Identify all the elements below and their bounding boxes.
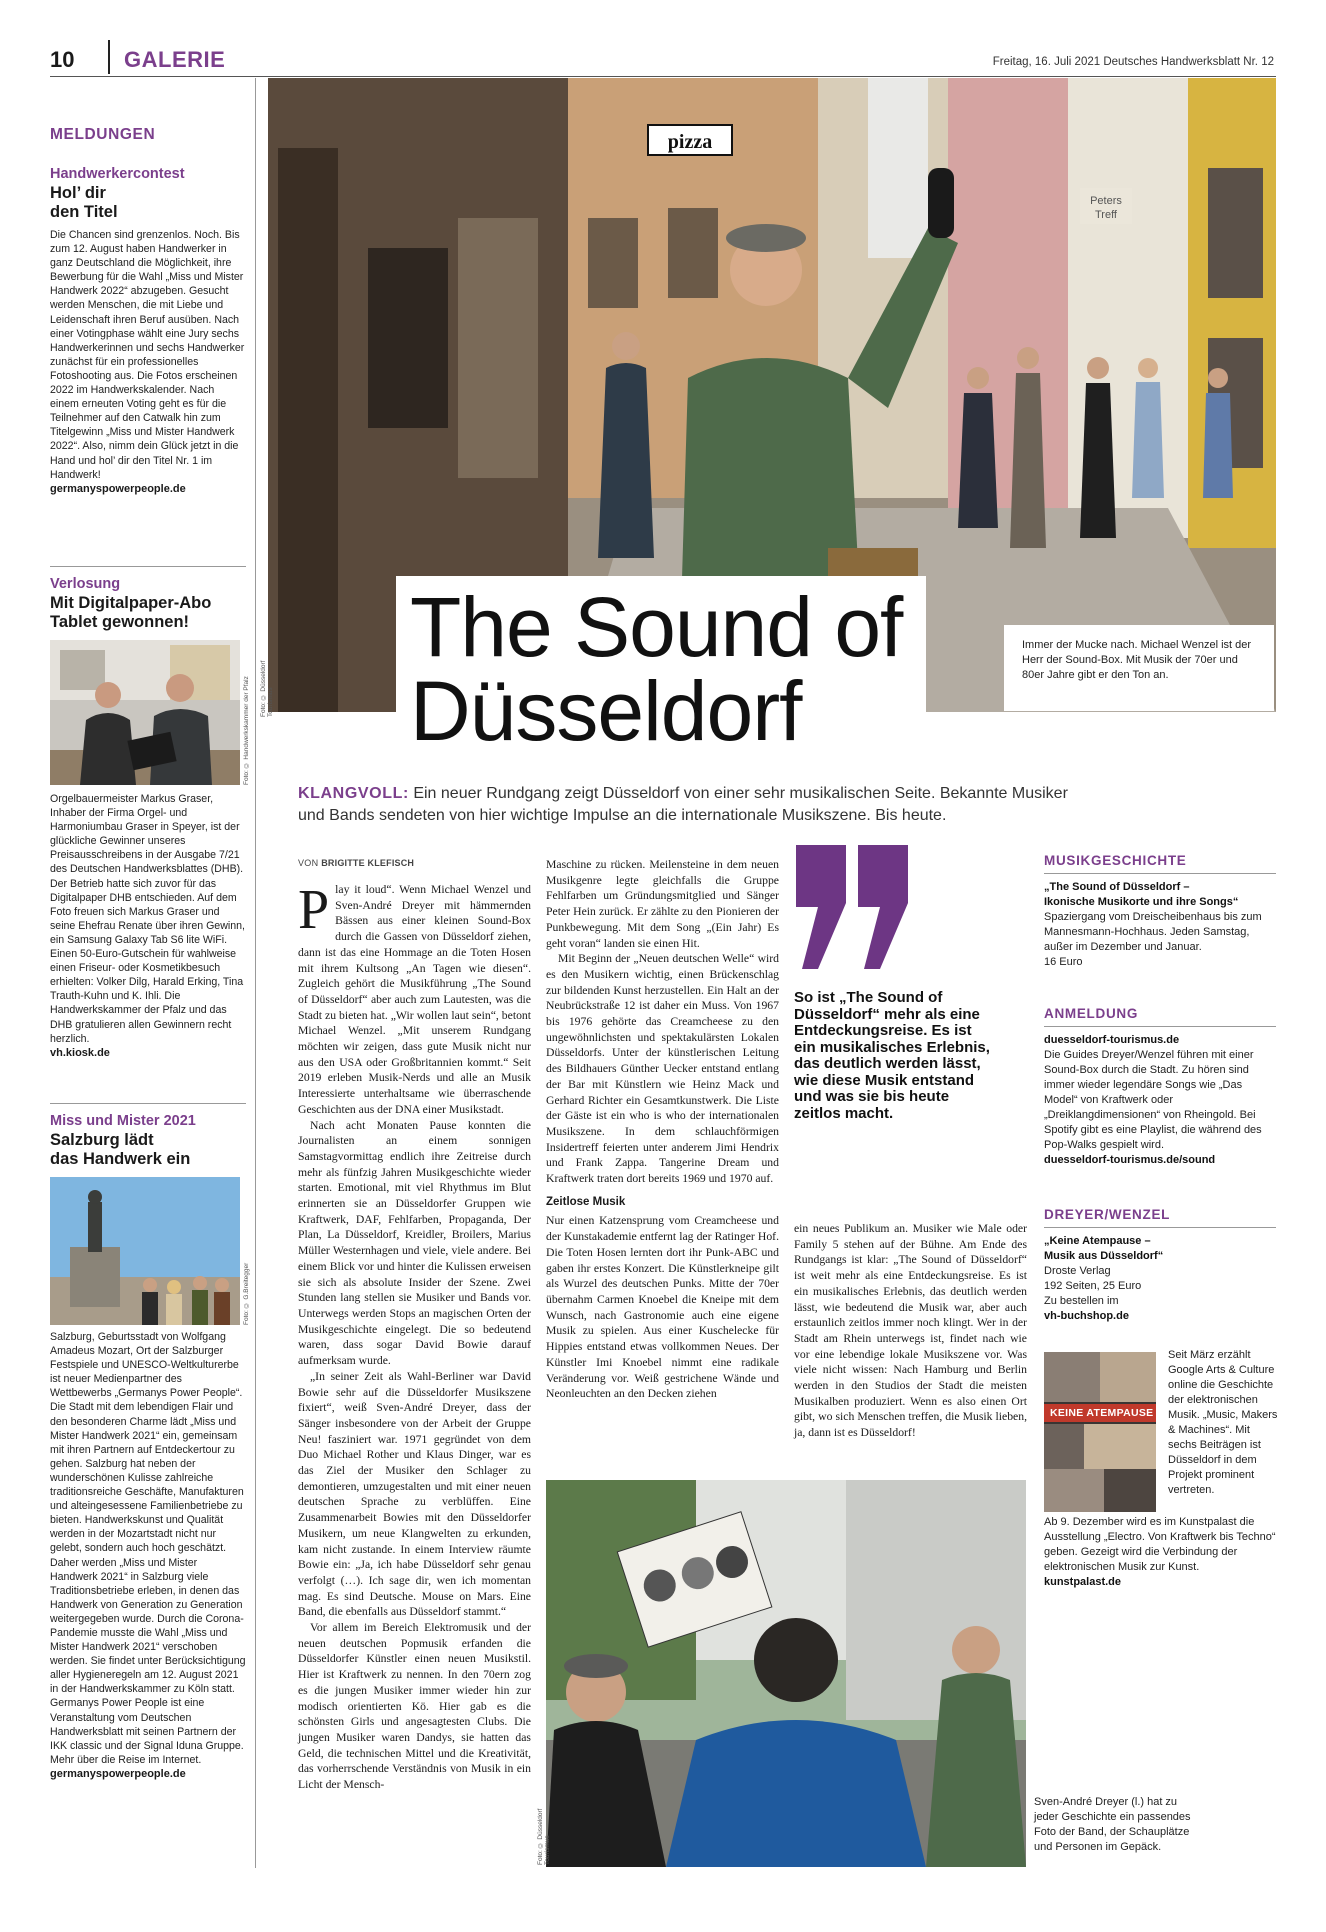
item-headline: Salzburg lädt das Handwerk ein (50, 1131, 191, 1168)
article-column-3: ein neues Publikum an. Musiker wie Male oder Family 5 stehen auf der Bühne. Am Ende des Rundgangs ist klar: „The Sound of Düsseldorf“ ist weit mehr als eine Entdeckungsreise. Es ist ein musikalisches Erlebnis, das deutlich werden lässt, wie bedeutend die Musik war, aber auch erstaunlich zeitlos immer noch klingt. Wer in der Stadt am Rhein unterwegs ist, findet nach wie vor eine lebendige lokale Musikszene vor. Was viele nicht wissen: Nach Hamburg und Berlin werden in den Studios der Stadt die meisten Musikalben produziert. Wenn es also einen Ort gibt, wo sich Menschen treffen, die Musik lieben, ja, dann ist es Düsseldorf! (794, 1222, 1027, 1440)
info-music-history (1044, 853, 1276, 970)
hero-photo-credit: Foto: © Düsseldorf Tourismus (260, 660, 274, 717)
info-body: Ab 9. Dezember wird es im Kunstpalast die Ausstellung „Electro. Von Kraftwerk bis Techno“ geben. Gezeigt wird die Verbindung der elektronischen Musik zur Kunst. (1044, 1516, 1276, 1573)
info-registration (1044, 1006, 1276, 1168)
news-item-lottery (50, 576, 246, 632)
article-column-1: Play it loud“. Wenn Michael Wenzel und Sven-André Dreyer mit hämmernden Bässen aus einer kleinen Sound-Box durch die Gassen von Düsseldorf ziehen, dann ist das eine Hommage an die Toten Hosen mit ihrem Kultsong „An Tagen wie diesen“. Zugleich gehört die Musikführung „The Sound of Düsseldorf“ aber auch zum Lautesten, was die Stadt zu bieten hat. „Wir wollen laut sein“, betont Michael Wenzel. „Mit unserem Rundgang möchten wir zeigen, dass gute Musik nicht nur aus den USA oder Großbritannien kommt.“ Seit 2019 erleben Musik-Nerds und alle an Musik Interessierte unterhaltsame wie überraschende Geschichten aus der DNA einer Musikstadt. Nach acht Monaten Pause konnten die Journalisten an einem sonnigen Samstagvormittag endlich ihre Zeitreise durch mehr als fünfzig Jahren Musikgeschichte wieder starten. Emotional, mit viel Rhythmus im Blut erinnerten sie an Düsseldorfer Gruppen wie Kraftwerk, DAF, Fehlfarben, Propaganda, Der Plan, La Düsseldorf, Kreidler, Broilers, Marius Müller Westernhagen und viele, viele andere. Bei einem Blick vor und hinter die Kulissen erweisen sie sich als absolute Insider der Szene. Zwei Stunden lang stellen sie Musiker und Bands vor. Unterwegs werden Stops an magischen Orten der Musikgeschichte eingelegt. Die so bedeutend waren, dass sogar David Bowie darauf aufmerksam wurde. „In seiner Zeit als Wahl-Berliner war David Bowie sehr auf die Düsseldorfer Musikszene fixiert“, weiß Sven-André Dreyer, dass der Sänger insbesondere von der Arbeit der Gruppe Neu! fasziniert war. 1971 gegründet von dem Duo Michael Rother und Klaus Dinger, war es das Ziel der Musiker den Schlager zu demontieren, umzugestalten und mit einer neuen deutschen Sprache zu verblüffen. Eine Zusammenarbeit Bowies mit den Düsseldorfer Musikern, um neue Klangwelten zu erkunden, kam nicht zustande. In einem Interview räumte Bowie ein: „Ja, ich habe Düsseldorf sehr genau verfolgt (…). Ich sage dir, wen ich momentan mag. Es sind Deutsche. Mouse on Mars. Eine Band, die ebenfalls aus Düsseldorf stammt.“ Vor allem im Bereich Elektromusik und der neuen deutschen Popmusik erfanden die Düsseldorfer Künstler einen neuen Musikstil. Hier ist Kraftwerk zu nennen. In den 70ern zog es die jungen Musiker immer wieder hin zur modisch orientierten Kö. Hier gab es die schönsten Girls und angesagtesten Clubs. Die jungen Musiker waren Dandys, sie hatten das Geld, die technischen Mittel und die Kreativität, das vorherrschende Verständnis von Musik in ein Licht der Mensch- (298, 879, 531, 1792)
header-divider (108, 40, 110, 74)
sound-link[interactable]: duesseldorf-tourismus.de/sound (1044, 1154, 1216, 1166)
article-subhead: Zeitlose Musik (546, 1195, 626, 1208)
divider (50, 566, 246, 567)
item-headline: Mit Digitalpaper-Abo Tablet gewonnen! (50, 594, 212, 631)
svg-text:Peters: Peters (1090, 195, 1122, 207)
column-rule (255, 78, 256, 1868)
guide-photo-caption: Sven-André Dreyer (l.) hat zu jeder Geschichte ein passendes Foto der Band, der Schauplätze und Personen im Gepäck. (1034, 1796, 1191, 1853)
photo-credit: Foto: © Handwerkskammer der Pfalz (243, 676, 250, 785)
item-body: Salzburg, Geburtsstadt von Wolfgang Amadeus Mozart, Ort der Salzburger Festspiele und UNESCO-Weltkulturerbe ist neuer Medienpartner des Wettbewerbs „Germanys Power People“. Die Stadt mit dem lebendigen Flair und den besonderen Charme lädt „Miss und Mister Handwerk 2021“ ein, gemeinsam mit ihren Partnern auf Entdeckertour zu gehen. Salzburg hat neben der wunderschönen Kulisse zahlreiche traditionsreiche Geschäfte, Manufakturen und alteingesessene Familienbetriebe zu bieten. Handwerkskunst und Qualität werden in der Mozartstadt nicht nur gelebt, sondern auch hoch geschätzt. Daher werden „Miss und Mister Handwerk 2021“ in Salzburg viele Traditionsbetriebe erleben, in denen das Handwerk von Generation zu Generation weitergegeben wurde. Durch die Corona-Pandemie musste die Wahl „Miss und Mister Handwerk 2021“ verschoben werden. Sie findet unter Berücksichtigung aller Hygieneregeln am 12. August 2021 in der Handwerkskammer zu Köln statt. Germanys Power People ist eine Veranstaltung vom Deutschen Handwerksblatt mit seinen Partnern der IKK classic und der Signal Iduna Gruppe. Mehr über die Reise im Internet. (50, 1331, 246, 1766)
news-item-salzburg-text (50, 1330, 246, 1780)
item-link[interactable]: vh.kiosk.de (50, 1046, 110, 1059)
issue-meta: Freitag, 16. Juli 2021 Deutsches Handwerksblatt Nr. 12 (992, 56, 1274, 68)
page-number: 10 (50, 47, 75, 72)
article-lede: KLANGVOLL: Ein neuer Rundgang zeigt Düsseldorf von einer sehr musikalischen Seite. Bekannte Musiker und Bands sendeten von hier wichtige Impulse an die internationale Musikszene. Bis heute. (298, 785, 1068, 824)
byline: VON BRIGITTE KLEFISCH (298, 858, 415, 868)
info-exhibition (1044, 1515, 1276, 1590)
photo-credit: Foto: © G.Breitegger (243, 1262, 250, 1325)
pull-quote: So ist „The Sound of Düsseldorf“ mehr als eine Entdeckungsreise. Es ist ein musikalisches Erlebnis, das deutlich werden lässt, wie diese Musik entstand und was sie bis heute zeitlos macht. (794, 989, 990, 1122)
header-rule (50, 76, 1276, 77)
item-link[interactable]: germanyspowerpeople.de (50, 1767, 186, 1780)
news-item-salzburg (50, 1113, 246, 1169)
info-body: duesseldorf-tourismus.de Die Guides Dreyer/Wenzel führen mit einer Sound-Box durch die Stadt. Zu hören sind immer wieder legendäre Songs wie „Das Model“ von Kraftwerk oder „Dreiklangdimensionen“ von Rheingold. Bei Spotify gibt es eine Playlist, die während des Pop-Walks gespielt wird. duesseldorf-tourismus.de/sound (1044, 1034, 1262, 1166)
news-section-title: MELDUNGEN (50, 126, 156, 143)
drop-cap: P (298, 879, 330, 941)
info-book (1044, 1207, 1276, 1324)
article-title: The Sound of Düsseldorf (410, 580, 903, 758)
winner-photo (50, 640, 240, 785)
item-link[interactable]: germanyspowerpeople.de (50, 482, 186, 495)
quote-mark-icon (792, 845, 912, 975)
shop-sign-text: pizza (667, 131, 713, 153)
item-kicker: Handwerkercontest (50, 166, 185, 182)
guide-photo (546, 1480, 1026, 1867)
svg-text:Treff: Treff (1094, 209, 1118, 221)
item-kicker: Verlosung (50, 576, 121, 592)
item-kicker: Miss und Mister 2021 (50, 1113, 196, 1129)
photo-credit: Foto: © Düsseldorf Tourismus (537, 1808, 551, 1865)
article-column-2: Maschine zu rücken. Meilensteine in dem neuen Musikgenre legte gleichfalls die Gruppe Fehlfarben um Gründungsmitglied und Sänger Peter Hein zurück. Er zählte zu den Pionieren der Punkbewegung. Mit dem Song „(Ein Jahr) Es geht voran“ landen sie einen Hit. Mit Beginn der „Neuen deutschen Welle“ wird es den Musikern wichtig, einen Brückenschlag zur bildenden Kunst herzustellen. Ein Halt an der Neubrückstraße 12 ist daher ein Muss. Von 1967 bis 1976 gehörte das Creamcheese zu den ungewöhnlichsten und spektakulärsten Lokalen Düsseldorfs. Unter der künstlerischen Leitung des Bildhauers Günther Uecker entstand entlang der Bar mit Künstlern wie Heinz Mack und Gerhard Richter ein Gesamtkunstwerk. Die Liste der Gäste ist ein who is who der internationalen Musikszene. In dem schlauchförmigen Insidertreff feierten unter anderem Jimi Hendrix und Frank Zappa. Tangerine Dream und Kraftwerk traten dort bereits 1969 und 1970 auf. Zeitlose Musik Nur einen Katzensprung vom Creamcheese und der Kunstakademie entfernt lag der Ratinger Hof. Die Toten Hosen lernten dort ihr Punk-ABC und gaben ihr erstes Konzert. Die Künstlerkneipe gilt als Wurzel des deutschen Punks. Mitte der 70er übernahm Carmen Knoebel die Kneipe mit dem Wunsch, nach Gastronomie auch eine eigene Musik zu spielen. Aus einer Kuschelecke für Hippies entstand etwas vollkommen Neues. Der Künstler Imi Knoebel nimmt eine radikale Veränderung vor. Weiß gestrichene Wände und Neonleuchten an den Decken ziehen (546, 858, 779, 1401)
section-title: GALERIE (124, 47, 226, 72)
info-section-title: DREYER/WENZEL (1044, 1207, 1276, 1228)
buchshop-link[interactable]: vh-buchshop.de (1044, 1310, 1129, 1322)
lede-kicker: KLANGVOLL: (298, 785, 409, 802)
news-item-contest (50, 166, 246, 495)
news-item-lottery-text (50, 792, 246, 1059)
registration-link[interactable]: duesseldorf-tourismus.de (1044, 1034, 1180, 1046)
salzburg-photo (50, 1177, 240, 1325)
book-cover-title: KEINE ATEMPAUSE (1050, 1407, 1154, 1419)
item-body: Orgelbauermeister Markus Graser, Inhaber der Firma Orgel- und Harmoniumbau Graser in Speyer, ist der glückliche Gewinner unseres Preisausschreibens in der Ausgabe 7/21 des Deutschen Handwerksblattes (DHB). Der Betrieb hatte sich zuvor für das Digitalpaper DHB entschieden. Auf dem Foto freuen sich Markus Graser und seine Ehefrau Renate über ihren Gewinn, ein Samsung Galaxy Tab S6 lite WiFi. Einen 50-Euro-Gutschein für wahlweise einen Friseur- oder Kosmetikbesuch erhielten: Volker Dilg, Harald Erking, Tina Trauth-Kuhn und K. Ihli. Die Handwerkskammer der Pfalz und das DHB gratulieren allen Gewinnern recht herzlich. (50, 793, 245, 1045)
divider (50, 1103, 246, 1104)
info-body: „Keine Atempause – Musik aus Düsseldorf“ Droste Verlag 192 Seiten, 25 Euro Zu bestellen im vh-buchshop.de (1044, 1235, 1164, 1322)
item-body: Die Chancen sind grenzenlos. Noch. Bis zum 12. August haben Handwerker in ganz Deutschland die Möglichkeit, ihre Bewerbung für die Wahl „Miss und Mister Handwerk 2022“ abzugeben. Gesucht werden Menschen, die mit Liebe und Leidenschaft ihren Beruf ausüben. Nach einer Votingphase wählt eine Jury sechs Handwerkerinnen und sechs Handwerker zunächst für ein professionelles Fotoshooting aus. Die Fotos erscheinen 2022 im Handwerkskalender. Nach einem erneuten Voting geht es für die Teilnehmer auf den Catwalk hin zum Titelgewinn „Miss und Mister Handwerk 2022“. Also, nimm dein Glück jetzt in die Hand und hol’ dir den Titel Nr. 1 im Handwerk! (50, 229, 245, 481)
info-section-title: MUSIKGESCHICHTE (1044, 853, 1276, 874)
item-headline: Hol’ dir den Titel (50, 184, 118, 221)
info-body: „The Sound of Düsseldorf – Ikonische Musikorte und ihre Songs“ Spaziergang vom Dreischeibenhaus bis zum Mannesmann-Hochhaus. Jeden Samstag, außer im Dezember und Januar. 16 Euro (1044, 881, 1262, 968)
book-cover (1044, 1352, 1156, 1512)
info-section-title: ANMELDUNG (1044, 1006, 1276, 1027)
news-section (50, 126, 246, 495)
kunstpalast-link[interactable]: kunstpalast.de (1044, 1576, 1122, 1588)
hero-caption: Immer der Mucke nach. Michael Wenzel ist der Herr der Sound-Box. Mit Musik der 70er und 80er Jahre gibt er den Ton an. (1022, 639, 1252, 681)
google-arts-note: Seit März erzählt Google Arts & Culture online die Geschichte der elektronischen Musik. „Music, Makers & Machines“. Mit sechs Beiträgen ist Düsseldorf in dem Projekt prominent vertreten. (1168, 1349, 1278, 1496)
